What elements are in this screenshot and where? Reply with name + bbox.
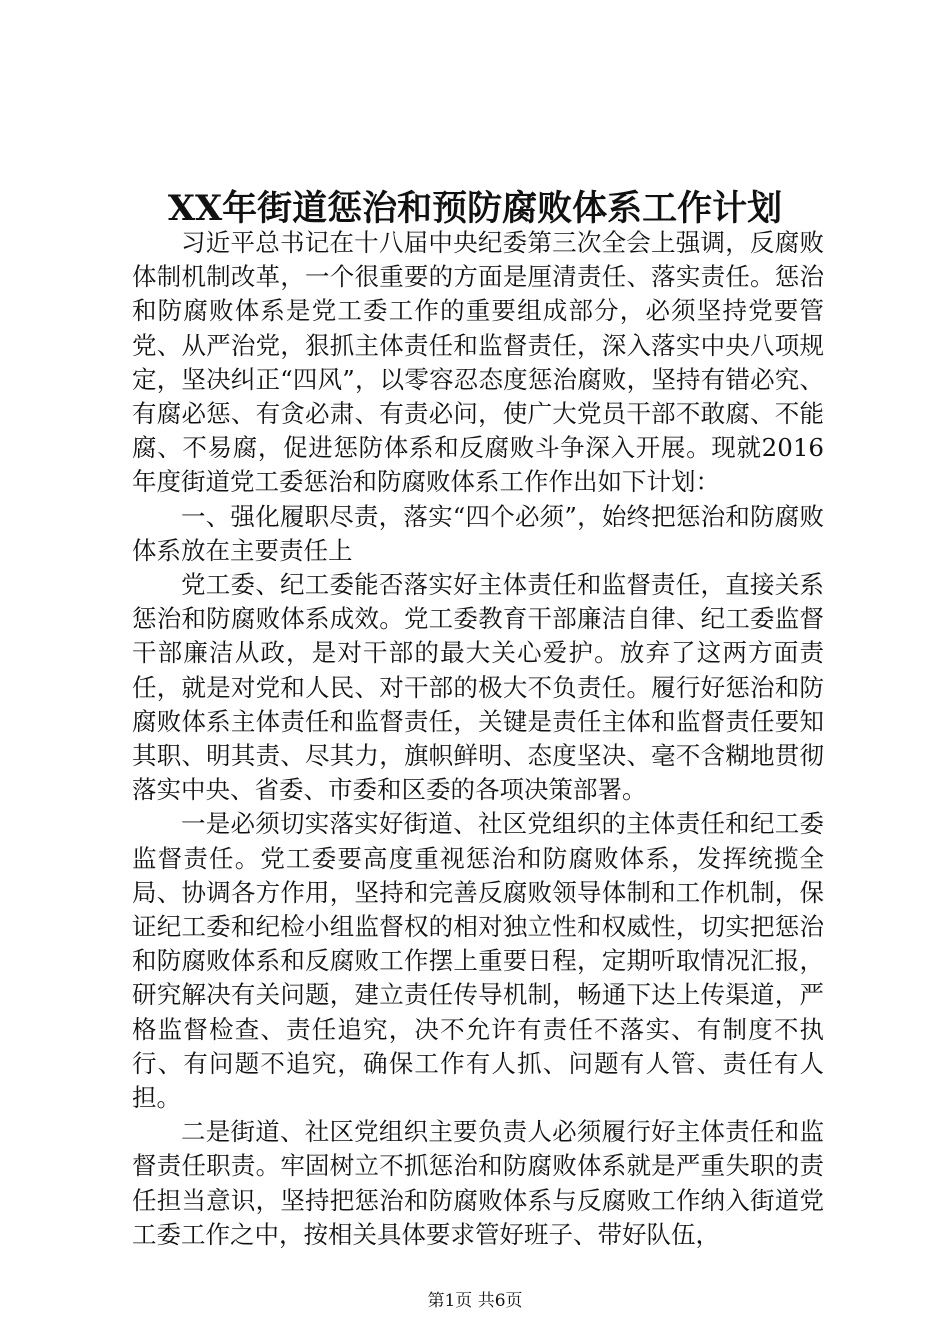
document-body — [132, 226, 824, 1252]
paragraph-intro: 习近平总书记在十八届中央纪委第三次全会上强调，反腐败体制机制改革，一个很重要的方面是厘清责任、落实责任。惩治和防腐败体系是党工委工作的重要组成部分，必须坚持党要管党、从严治党，狠抓主体责任和监督责任，深入落实中央八项规定，坚决纠正“四风”，以零容忍态度惩治腐败，坚持有错必究、有腐必惩、有贪必肃、有责必问，使广大党员干部不敢腐、不能腐、不易腐，促进惩防体系和反腐败斗争深入开展。现就2016年度街道党工委惩治和防腐败体系工作作出如下计划： — [132, 228, 824, 497]
page-footer: 第1页 共6页 — [427, 1291, 523, 1311]
paragraph-point-one: 一是必须切实落实好街道、社区党组织的主体责任和纪工委监督责任。党工委要高度重视惩治和防腐败体系，发挥统揽全局、协调各方作用，坚持和完善反腐败领导体制和工作机制，保证纪工委和纪检小组监督权的相对独立性和权威性，切实把惩治和防腐败体系和反腐败工作摆上重要日程，定期听取情况汇报，研究解决有关问题，建立责任传导机制，畅通下达上传渠道，严格监督检查、责任追究，决不允许有责任不落实、有制度不执行、有问题不追究，确保工作有人抓、问题有人管、责任有人担。 — [132, 809, 824, 1113]
paragraph-section-heading: 一、强化履职尽责，落实“四个必须”，始终把惩治和防腐败体系放在主要责任上 — [132, 501, 824, 565]
document-title: XX年街道惩治和预防腐败体系工作计划 — [167, 188, 783, 229]
paragraph-point-two: 二是街道、社区党组织主要负责人必须履行好主体责任和监督责任职责。牢固树立不抓惩治和防腐败体系就是严重失职的责任担当意识，坚持把惩治和防腐败体系与反腐败工作纳入街道党工委工作之中，按相关具体要求管好班子、带好队伍， — [132, 1117, 824, 1249]
paragraph-responsibility: 党工委、纪工委能否落实好主体责任和监督责任，直接关系惩治和防腐败体系成效。党工委教育干部廉洁自律、纪工委监督干部廉洁从政，是对干部的最大关心爱护。放弃了这两方面责任，就是对党和人民、对干部的极大不负责任。履行好惩治和防腐败体系主体责任和监督责任，关键是责任主体和监督责任要知其职、明其责、尽其力，旗帜鲜明、态度坚决、毫不含糊地贯彻落实中央、省委、市委和区委的各项决策部署。 — [132, 570, 824, 805]
